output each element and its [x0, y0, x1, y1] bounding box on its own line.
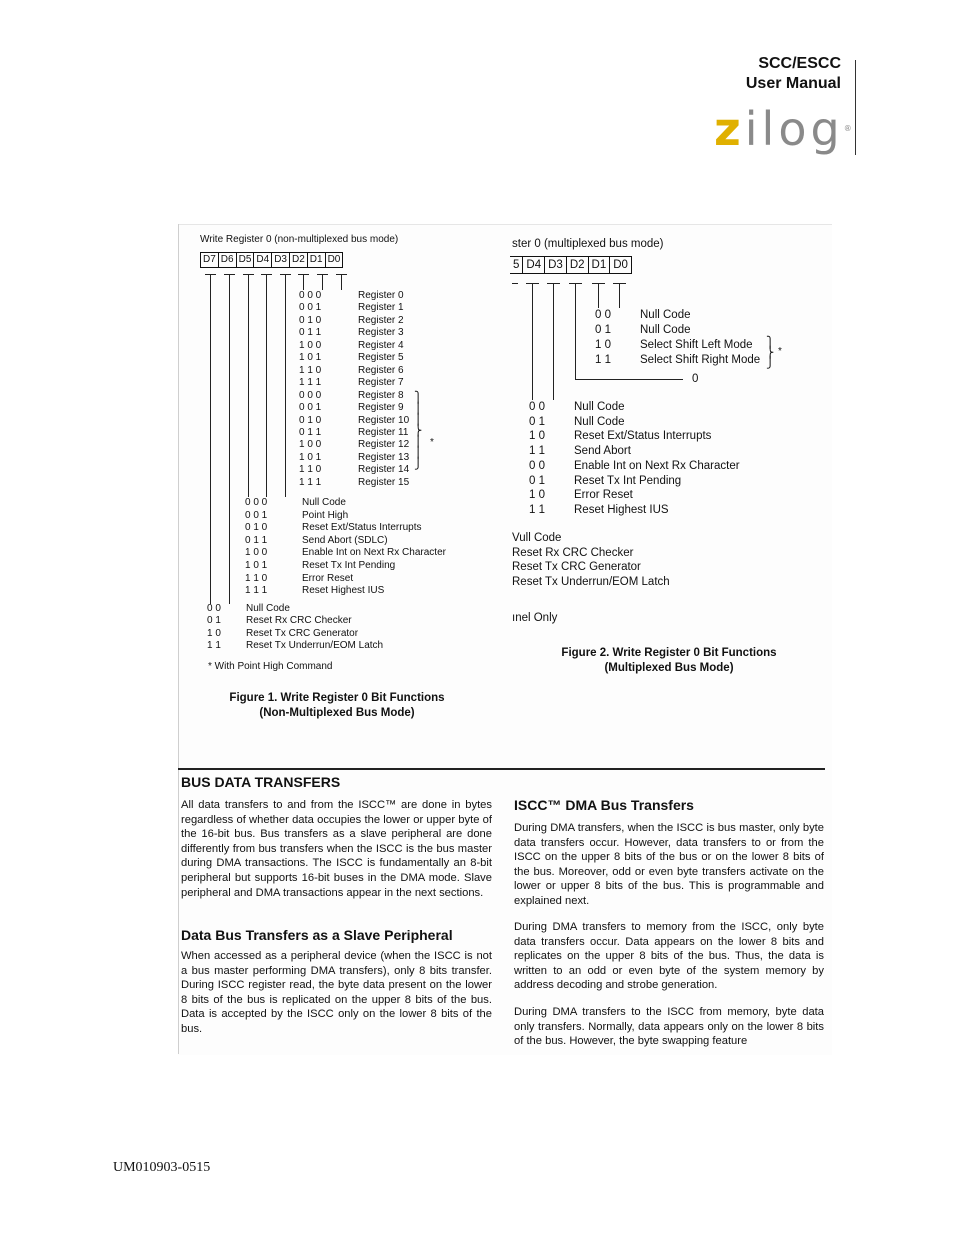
register-bits: 1 0 1 — [299, 451, 322, 463]
crc-bits: 0 1 — [207, 615, 221, 627]
paragraph-dma-1: During DMA transfers, when the ISCC is bus master, only byte data transfers occur. However, data transfers to or from the ISCC on the upper 8 bits of the bus or on the lower 8 bits of the bus. Moreover, odd or even byte transfers activate on the lower or upper 8 bits of the bus. This is programmable and explained next. — [514, 822, 824, 907]
bit-cell-d7: D7 — [201, 253, 219, 267]
bit-cell-d0: D0 — [327, 254, 341, 265]
register-label: Register 5 — [358, 352, 404, 364]
shift-bits: 0 1 — [595, 324, 611, 336]
command-label: Reset Highest IUS — [574, 503, 669, 516]
command-label: Send Abort — [574, 445, 631, 458]
bit-cell-5: 5 — [510, 257, 523, 273]
crc-label: Vull Code — [512, 532, 562, 544]
bit-line — [303, 274, 304, 290]
command-label: Enable Int on Next Rx Character — [574, 459, 740, 472]
crc-label: Reset Tx CRC Generator — [512, 561, 641, 574]
command-label: Reset Highest IUS — [302, 585, 385, 597]
register-label: Register 8 — [358, 389, 404, 401]
fig1-brace: ⎫ ⎪ ⎪ ⎬ ⎪ ⎪ ⎭ — [414, 392, 423, 470]
bit-cell-d3: D3 — [545, 257, 567, 273]
shift-label: Null Code — [640, 309, 691, 321]
bit-cell-d1: D1 — [308, 253, 326, 267]
scan-edge — [178, 224, 179, 1054]
command-label: Reset Tx Int Pending — [302, 560, 396, 571]
paragraph-slave: When accessed as a peripheral device (when the ISCC is not a bus master performing DMA transfers), only 8 bits transfer. During ISCC register read, the byte data present on the lower 8 bits of the bus is replicated on the upper 8 bits of the bus. Data is accepted by the ISCC only on the lower 8 bits of the bus. — [181, 950, 492, 1035]
register-label: Register 11 — [358, 426, 409, 438]
subheading-dma: ISCC™ DMA Bus Transfers — [514, 797, 694, 813]
command-label: Send Abort (SDLC) — [302, 534, 388, 546]
bit-cell-d5: D5 — [237, 253, 255, 267]
command-label: Reset Ext/Status Interrupts — [302, 522, 422, 534]
shift-bits: 0 0 — [595, 309, 611, 321]
bit-line — [210, 274, 211, 604]
command-bits: 0 1 1 — [245, 534, 268, 546]
register-bits: 0 0 1 — [299, 402, 322, 414]
fig2-caption-line2: (Multiplexed Bus Mode) — [604, 662, 734, 674]
fig1-bit-row — [200, 252, 343, 268]
bit-line-elbow — [575, 379, 683, 380]
manual-title — [746, 54, 841, 94]
register-bits: 0 0 1 — [299, 302, 322, 314]
crc-label: Reset Tx CRC Generator — [246, 627, 359, 639]
crc-label: Reset Rx CRC Checker — [246, 615, 352, 627]
shift-label: Null Code — [640, 324, 691, 336]
register-bits: 1 0 1 — [299, 352, 322, 364]
command-bits: 0 1 — [529, 474, 545, 487]
paragraph-dma-3: During DMA transfers to the ISCC from memory, byte data only transfers. Normally, data appears only on the lower 8 bits of the bus. However, the byte swapping feature — [514, 1006, 824, 1048]
command-bits: 0 0 0 — [245, 497, 268, 508]
crc-label: Reset Tx Underrun/EOM Latch — [512, 575, 670, 588]
document-id: UM010903-0515 — [113, 1160, 211, 1175]
fig2-title: ster 0 (multiplexed bus mode) — [512, 238, 664, 250]
register-label: Register 4 — [358, 339, 404, 351]
shift-label: Select Shift Right Mode — [640, 354, 761, 366]
register-bits: 1 1 1 — [299, 476, 322, 488]
register-bits: 1 1 0 — [299, 364, 322, 376]
header-title-line2: User Manual — [745, 75, 841, 92]
register-bits: 1 1 1 — [299, 377, 322, 389]
command-bits: 0 1 — [529, 415, 545, 428]
bit-line — [532, 283, 533, 400]
bit-cell-d4: D4 — [523, 257, 545, 273]
bit-line — [619, 283, 620, 308]
register-bits: 0 0 0 — [299, 389, 322, 401]
command-bits: 0 0 — [529, 459, 545, 472]
section-rule — [178, 768, 825, 770]
command-label: Point High — [302, 509, 349, 521]
shift-bits: 1 0 — [595, 339, 611, 351]
shift-label: Select Shift Left Mode — [640, 339, 753, 351]
bit-cell-d2: D2 — [567, 257, 589, 273]
command-bits: 1 0 — [529, 430, 545, 443]
fig1-caption — [220, 691, 454, 721]
command-bits: 0 1 0 — [245, 522, 268, 534]
logo-first-letter: z — [714, 102, 745, 156]
register-label: Register 6 — [358, 364, 404, 376]
crc-bits: 1 0 — [207, 627, 221, 639]
command-bits: 0 0 — [529, 401, 545, 413]
bit-line — [341, 274, 342, 290]
register-label: Register 0 — [358, 290, 404, 301]
register-bits: 1 1 0 — [299, 464, 322, 476]
crc-label: Reset Rx CRC Checker — [512, 546, 634, 559]
register-label: Register 9 — [358, 402, 404, 414]
crc-bits: 0 0 — [207, 603, 221, 614]
register-label: Register 3 — [358, 327, 404, 339]
command-label: Reset Tx Int Pending — [574, 474, 682, 487]
fig1-title: Write Register 0 (non-multiplexed bus mode) — [200, 234, 399, 245]
crc-label: Null Code — [246, 603, 290, 614]
register-label: Register 10 — [358, 414, 410, 426]
logo-registered-mark: ® — [843, 124, 852, 133]
register-bits: 0 1 1 — [299, 426, 322, 438]
register-label: Register 7 — [358, 377, 404, 389]
command-label: Null Code — [574, 415, 625, 428]
bit-line — [248, 274, 249, 497]
section-heading: BUS DATA TRANSFERS — [181, 774, 341, 790]
header-title-line1: SCC/ESCC — [758, 55, 841, 72]
command-label: Null Code — [574, 401, 625, 413]
bit-line — [553, 283, 554, 400]
subheading-slave: Data Bus Transfers as a Slave Peripheral — [181, 927, 453, 943]
register-bits: 0 0 0 — [299, 290, 322, 301]
command-bits: 1 1 — [529, 445, 545, 458]
paragraph-intro: All data transfers to and from the ISCC™ are done in bytes regardless of whether data occupies the lower or upper byte of the 16-bit bus. Bus transfers as a slave peripheral are done differently from bus transfers when the ISCC is the bus master during DMA transactions. The ISCC is fundamentally an 8-bit peripheral but supports 16-bit buses in the DMA mode. Slave peripheral and DMA transactions appear in the next sections. — [181, 799, 492, 899]
command-label: Enable Int on Next Rx Character — [302, 547, 446, 559]
fig2-caption — [552, 646, 786, 676]
command-label: Error Reset — [574, 489, 633, 502]
bit-line — [575, 283, 576, 379]
bit-line-tick — [512, 283, 518, 284]
register-label: Register 15 — [358, 476, 410, 488]
register-label: Register 13 — [358, 451, 410, 463]
command-bits: 1 0 0 — [245, 547, 268, 559]
fig2-brace: ⎫ ⎬ ⎭ — [766, 337, 775, 369]
fig1-footnote: * With Point High Command — [208, 661, 333, 672]
crc-label: Reset Tx Underrun/EOM Latch — [246, 640, 384, 652]
register-bits: 0 1 1 — [299, 327, 322, 339]
crc-bits: 1 1 — [207, 640, 221, 652]
header-divider — [855, 60, 856, 155]
bit-line — [266, 274, 267, 497]
fig2-caption-line1: Figure 2. Write Register 0 Bit Functions — [561, 647, 777, 659]
fig1-star: * — [430, 437, 434, 448]
register-label: Register 1 — [358, 302, 404, 314]
fig1-caption-line1: Figure 1. Write Register 0 Bit Functions — [229, 692, 445, 704]
command-bits: 1 1 — [529, 503, 545, 516]
register-bits: 0 1 0 — [299, 414, 322, 426]
bit-cell-d2: D2 — [290, 253, 308, 267]
command-bits: 1 0 1 — [245, 560, 268, 571]
command-bits: 1 0 — [529, 489, 545, 502]
fig2-zero: 0 — [692, 373, 699, 385]
register-bits: 1 0 0 — [299, 339, 322, 351]
command-label: Null Code — [302, 497, 346, 508]
logo-rest: ilog — [744, 102, 844, 156]
fig2-channel-note: ınel Only — [512, 612, 558, 624]
fig1-caption-line2: (Non-Multiplexed Bus Mode) — [259, 707, 415, 719]
bit-line — [598, 283, 599, 308]
register-bits: 0 1 0 — [299, 314, 322, 326]
bit-line — [229, 274, 230, 604]
register-bits: 1 0 0 — [299, 439, 322, 451]
register-label: Register 2 — [358, 314, 404, 326]
bit-line — [322, 274, 323, 290]
fig2-star: * — [778, 346, 782, 357]
zilog-logo — [714, 104, 852, 154]
register-label: Register 12 — [358, 439, 410, 451]
register-label: Register 14 — [358, 464, 410, 476]
bit-line — [285, 274, 286, 497]
command-label: Error Reset — [302, 572, 354, 584]
shift-bits: 1 1 — [595, 354, 611, 366]
bit-cell-d4: D4 — [254, 253, 272, 267]
paragraph-dma-2: During DMA transfers to memory from the ISCC, only byte data transfers occur. Data appears on the lower 8 bits and replicates on the upper 8 bits of the bus. Thus, the data is written to an odd or even byte of the system memory by address decoding and strobe generation. — [514, 921, 824, 992]
bit-cell-d6: D6 — [219, 253, 237, 267]
bit-cell-d1: D1 — [589, 257, 611, 273]
command-bits: 1 1 0 — [245, 572, 268, 584]
command-bits: 0 0 1 — [245, 509, 268, 521]
fig2-bit-row — [510, 256, 632, 274]
command-bits: 1 1 1 — [245, 585, 268, 597]
bit-cell-d0: D0 — [613, 259, 628, 271]
bit-cell-d3: D3 — [272, 253, 290, 267]
command-label: Reset Ext/Status Interrupts — [574, 430, 712, 443]
